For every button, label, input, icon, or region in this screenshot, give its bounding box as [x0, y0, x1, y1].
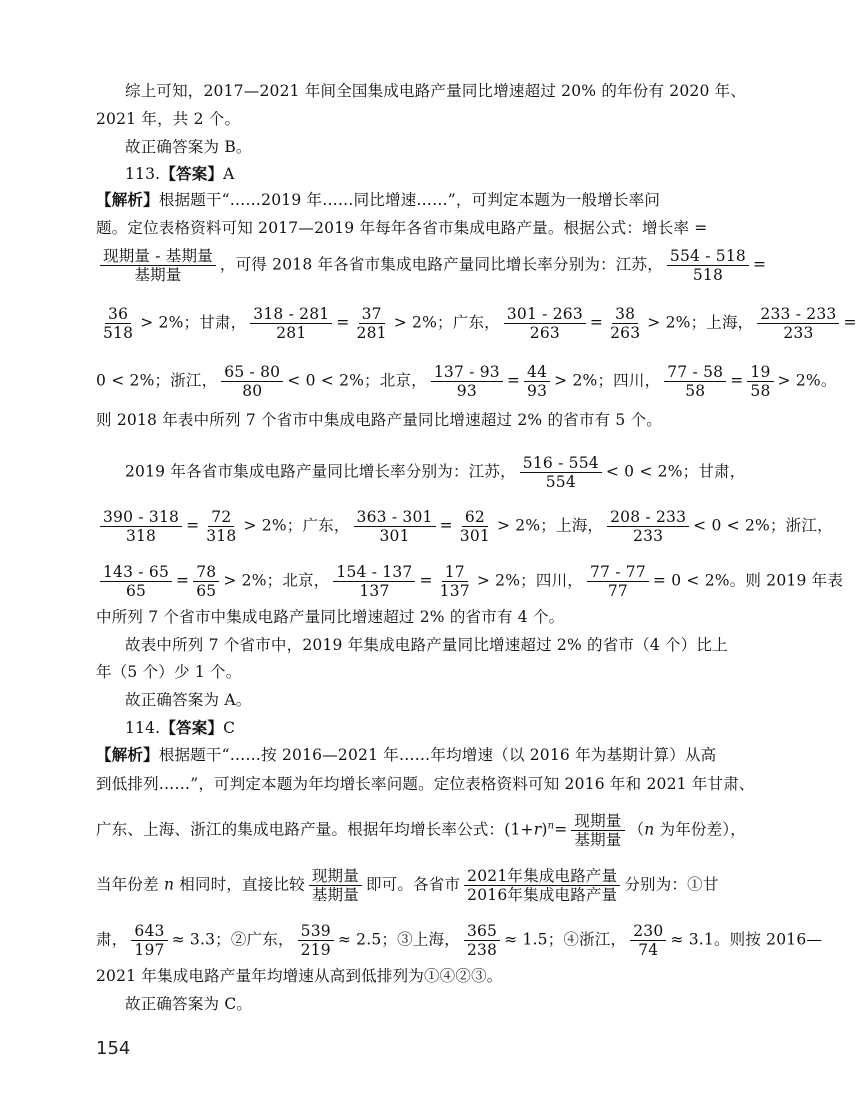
text-span: )	[541, 820, 548, 839]
fraction-numerator: 230	[630, 922, 666, 941]
fraction-denominator: 219	[300, 941, 331, 959]
text-span: r	[533, 820, 542, 839]
text-span: 为年份差），	[654, 820, 746, 839]
fraction-denominator: 301	[459, 527, 490, 545]
text-line: 题。定位表格资料可知 2017—2019 年每年各省市集成电路产量。根据公式：增长率 =	[96, 219, 708, 237]
fraction-numerator: 44	[524, 363, 550, 382]
text-span: = 0 < 2%。则 2019 年表	[652, 571, 844, 590]
fraction-numerator: 2021年集成电路产量	[464, 867, 620, 886]
fraction-denominator: 197	[134, 941, 165, 959]
text-line: 故正确答案为 C。	[125, 995, 253, 1013]
text-span: =	[176, 571, 190, 590]
text-span: > 2%；上海，	[647, 313, 754, 332]
fraction-numerator: 77 - 58	[664, 363, 726, 382]
fraction-numerator: 19	[747, 363, 773, 382]
fraction-numerator: 78	[193, 563, 219, 582]
page-number: 154	[96, 1038, 131, 1059]
fraction	[131, 922, 167, 959]
fraction	[309, 867, 362, 904]
fraction-numerator: 154 - 137	[333, 563, 415, 582]
text-span: < 0 < 2%；甘肃，	[605, 462, 746, 481]
fraction-numerator: 现期量 - 基期量	[100, 247, 216, 266]
text-span: < 0 < 2%；浙江，	[693, 516, 833, 535]
formula-line	[96, 363, 837, 400]
text-line: 到低排列……”，可判定本题为年均增长率问题。定位表格资料可知 2016 年和 2021 年甘肃、	[96, 775, 755, 793]
fraction	[100, 563, 172, 600]
fraction-denominator: 基期量	[311, 886, 359, 904]
text-span: > 2%；北京，	[223, 571, 330, 590]
formula-line	[96, 922, 822, 959]
text-span: =	[419, 571, 433, 590]
fraction-denominator: 58	[685, 382, 706, 400]
analysis-tag: 【解析】	[96, 190, 159, 209]
text-span: ≈ 3.1。则按 2016—	[670, 930, 823, 949]
fraction-numerator: 390 - 318	[100, 508, 182, 527]
text-span: 广东、上海、浙江的集成电路产量。根据年均增长率公式：(1+	[96, 820, 534, 839]
fraction	[630, 922, 666, 959]
text-span: ≈ 1.5；④浙江，	[504, 930, 627, 949]
fraction-numerator: 539	[298, 922, 334, 941]
exponent: n	[547, 820, 555, 832]
text-line: 故表中所列 7 个省市中，2019 年集成电路产量同比增速超过 2% 的省市（4 个）比上	[125, 636, 728, 654]
fraction	[203, 508, 239, 545]
fraction-numerator: 现期量	[571, 812, 624, 831]
fraction-denominator: 263	[529, 324, 560, 342]
fraction	[504, 305, 586, 342]
text-span: < 0 < 2%；北京，	[287, 371, 427, 390]
text-span: 肃，	[96, 930, 128, 949]
text-span: 当年份差	[96, 875, 164, 894]
fraction-numerator: 318 - 281	[250, 305, 332, 324]
fraction	[607, 508, 689, 545]
fraction	[464, 867, 620, 904]
fraction-numerator: 77 - 77	[587, 563, 649, 582]
text-line	[96, 190, 660, 210]
fraction-denominator: 93	[527, 382, 548, 400]
fraction	[250, 305, 332, 342]
fraction-denominator: 233	[633, 527, 664, 545]
fraction-denominator: 2016年集成电路产量	[467, 886, 618, 904]
formula-line	[96, 305, 857, 342]
fraction-denominator: 58	[750, 382, 771, 400]
growth-rate-formula	[100, 247, 216, 284]
formula-line	[96, 563, 843, 600]
fraction-numerator: 208 - 233	[607, 508, 689, 527]
fraction	[667, 247, 749, 284]
fraction-numerator: 36	[105, 305, 131, 324]
text-span: > 2%；四川，	[476, 571, 583, 590]
fraction	[354, 508, 436, 545]
formula-line	[96, 508, 833, 545]
fraction	[354, 305, 390, 342]
fraction-denominator: 233	[783, 324, 814, 342]
fraction-numerator: 137 - 93	[431, 363, 503, 382]
fraction-denominator: 301	[379, 527, 410, 545]
question-113-header	[125, 164, 235, 184]
fraction-numerator: 65 - 80	[221, 363, 283, 382]
text-span: > 2%；广东，	[243, 516, 350, 535]
fraction-denominator: 518	[103, 324, 134, 342]
text-span: > 2%；甘肃，	[140, 313, 247, 332]
fraction-denominator: 318	[206, 527, 237, 545]
fraction-denominator: 93	[456, 382, 477, 400]
fraction-denominator: 77	[607, 582, 628, 600]
text-line: 故正确答案为 A。	[125, 691, 252, 709]
text-line	[96, 745, 716, 765]
fraction	[457, 508, 493, 545]
fraction-denominator: 137	[359, 582, 390, 600]
text-span: =	[186, 516, 200, 535]
fraction-numerator: 37	[359, 305, 385, 324]
question-number: 114.	[125, 719, 161, 737]
analysis-tag: 【解析】	[96, 745, 159, 764]
text-line: 中所列 7 个省市中集成电路产量同比增速超过 2% 的省市有 4 个。	[96, 608, 565, 626]
fraction-numerator: 17	[442, 563, 468, 582]
text-line: 综上可知，2017—2021 年间全国集成电路产量同比增速超过 20% 的年份有 2020 年、	[125, 82, 747, 100]
text-span: =	[506, 371, 521, 390]
fraction-numerator: 现期量	[309, 867, 362, 886]
fraction	[100, 305, 136, 342]
fraction-denominator: 基期量	[134, 266, 182, 284]
text-span: > 2%；广东，	[393, 313, 500, 332]
fraction-numerator: 301 - 263	[504, 305, 586, 324]
fraction-denominator: 65	[125, 582, 147, 600]
fraction-denominator: 137	[439, 582, 470, 600]
fraction-denominator: 263	[610, 324, 641, 342]
text-span: =	[336, 313, 350, 332]
text-span: =	[843, 313, 857, 332]
fraction-denominator: 238	[466, 941, 498, 959]
formula-line	[125, 454, 745, 491]
fraction	[747, 363, 773, 400]
fraction	[757, 305, 839, 342]
text-span: ≈ 2.5；③上海，	[337, 930, 460, 949]
fraction-numerator: 363 - 301	[354, 508, 436, 527]
text-span: > 2%；上海，	[496, 516, 604, 535]
text-span: 2019 年各省市集成电路产量同比增长率分别为：江苏，	[125, 462, 516, 481]
text-line: 2021 年，共 2 个。	[96, 110, 241, 128]
text-span: =	[752, 255, 767, 274]
text-span: =	[439, 516, 453, 535]
fraction	[607, 305, 643, 342]
text-span: 相同时，直接比较	[174, 875, 305, 894]
text-span: n	[644, 820, 655, 839]
fraction-numerator: 72	[208, 508, 234, 527]
question-number: 113.	[125, 165, 161, 183]
text-span: =	[554, 820, 568, 839]
text-span: ，可得 2018 年各省市集成电路产量同比增长率分别为：江苏，	[219, 255, 663, 274]
fraction-denominator: 318	[125, 527, 157, 545]
fraction-denominator: 基期量	[574, 831, 622, 849]
fraction-numerator: 365	[464, 922, 500, 941]
answer-letter: C	[223, 719, 236, 737]
fraction	[587, 563, 649, 600]
answer-tag: 【答案】	[160, 164, 224, 183]
fraction-numerator: 38	[612, 305, 638, 324]
formula-line	[96, 812, 746, 849]
fraction	[221, 363, 283, 400]
fraction-denominator: 80	[242, 382, 263, 400]
text-span: 分别为：①甘	[624, 875, 719, 894]
fraction-denominator: 554	[545, 473, 576, 491]
text-line: 故正确答案为 B。	[125, 138, 252, 156]
fraction-denominator: 74	[638, 941, 659, 959]
fraction	[464, 922, 500, 959]
fraction-numerator: 143 - 65	[100, 563, 172, 582]
fraction-denominator: 65	[196, 582, 217, 600]
text-span: =	[589, 313, 604, 332]
fraction-denominator: 518	[692, 266, 724, 284]
text-span: 即可。各省市	[365, 875, 461, 894]
text-span: > 2%；四川，	[554, 371, 661, 390]
fraction	[431, 363, 503, 400]
fraction-numerator: 554 - 518	[667, 247, 749, 266]
fraction-numerator: 62	[462, 508, 488, 527]
fraction-denominator: 281	[276, 324, 307, 342]
text-span: =	[730, 371, 744, 390]
answer-letter: A	[223, 165, 235, 183]
text-span: n	[163, 875, 175, 894]
text-line: 年（5 个）少 1 个。	[96, 663, 242, 681]
formula-line	[96, 867, 719, 904]
fraction	[524, 363, 550, 400]
fraction	[100, 508, 182, 545]
fraction-numerator: 516 - 554	[520, 454, 602, 473]
fraction	[298, 922, 334, 959]
text-span: ≈ 3.3；②广东，	[171, 930, 294, 949]
text-span: （	[628, 820, 645, 839]
answer-tag: 【答案】	[160, 718, 224, 737]
fraction	[333, 563, 415, 600]
text-line: 则 2018 年表中所列 7 个省市中集成电路产量同比增速超过 2% 的省市有 5 个。	[96, 411, 662, 429]
text-line: 2021 年集成电路产量年均增速从高到低排列为①④②③。	[96, 967, 503, 985]
fraction	[571, 812, 624, 849]
fraction	[520, 454, 602, 491]
text-span: 根据题干“……2019 年……同比增速……”，可判定本题为一般增长率问	[158, 191, 661, 209]
text-span: 根据题干“……按 2016—2021 年……年均增速（以 2016 年为基期计算）从高	[158, 746, 717, 764]
fraction	[193, 563, 219, 600]
fraction-numerator: 233 - 233	[757, 305, 839, 324]
text-span: 0 < 2%；浙江，	[96, 371, 218, 390]
fraction-numerator: 643	[131, 922, 167, 941]
question-114-header	[125, 718, 235, 738]
text-line	[96, 247, 766, 284]
text-span: > 2%。	[777, 371, 837, 390]
fraction	[664, 363, 726, 400]
fraction	[437, 563, 473, 600]
fraction-denominator: 281	[356, 324, 387, 342]
